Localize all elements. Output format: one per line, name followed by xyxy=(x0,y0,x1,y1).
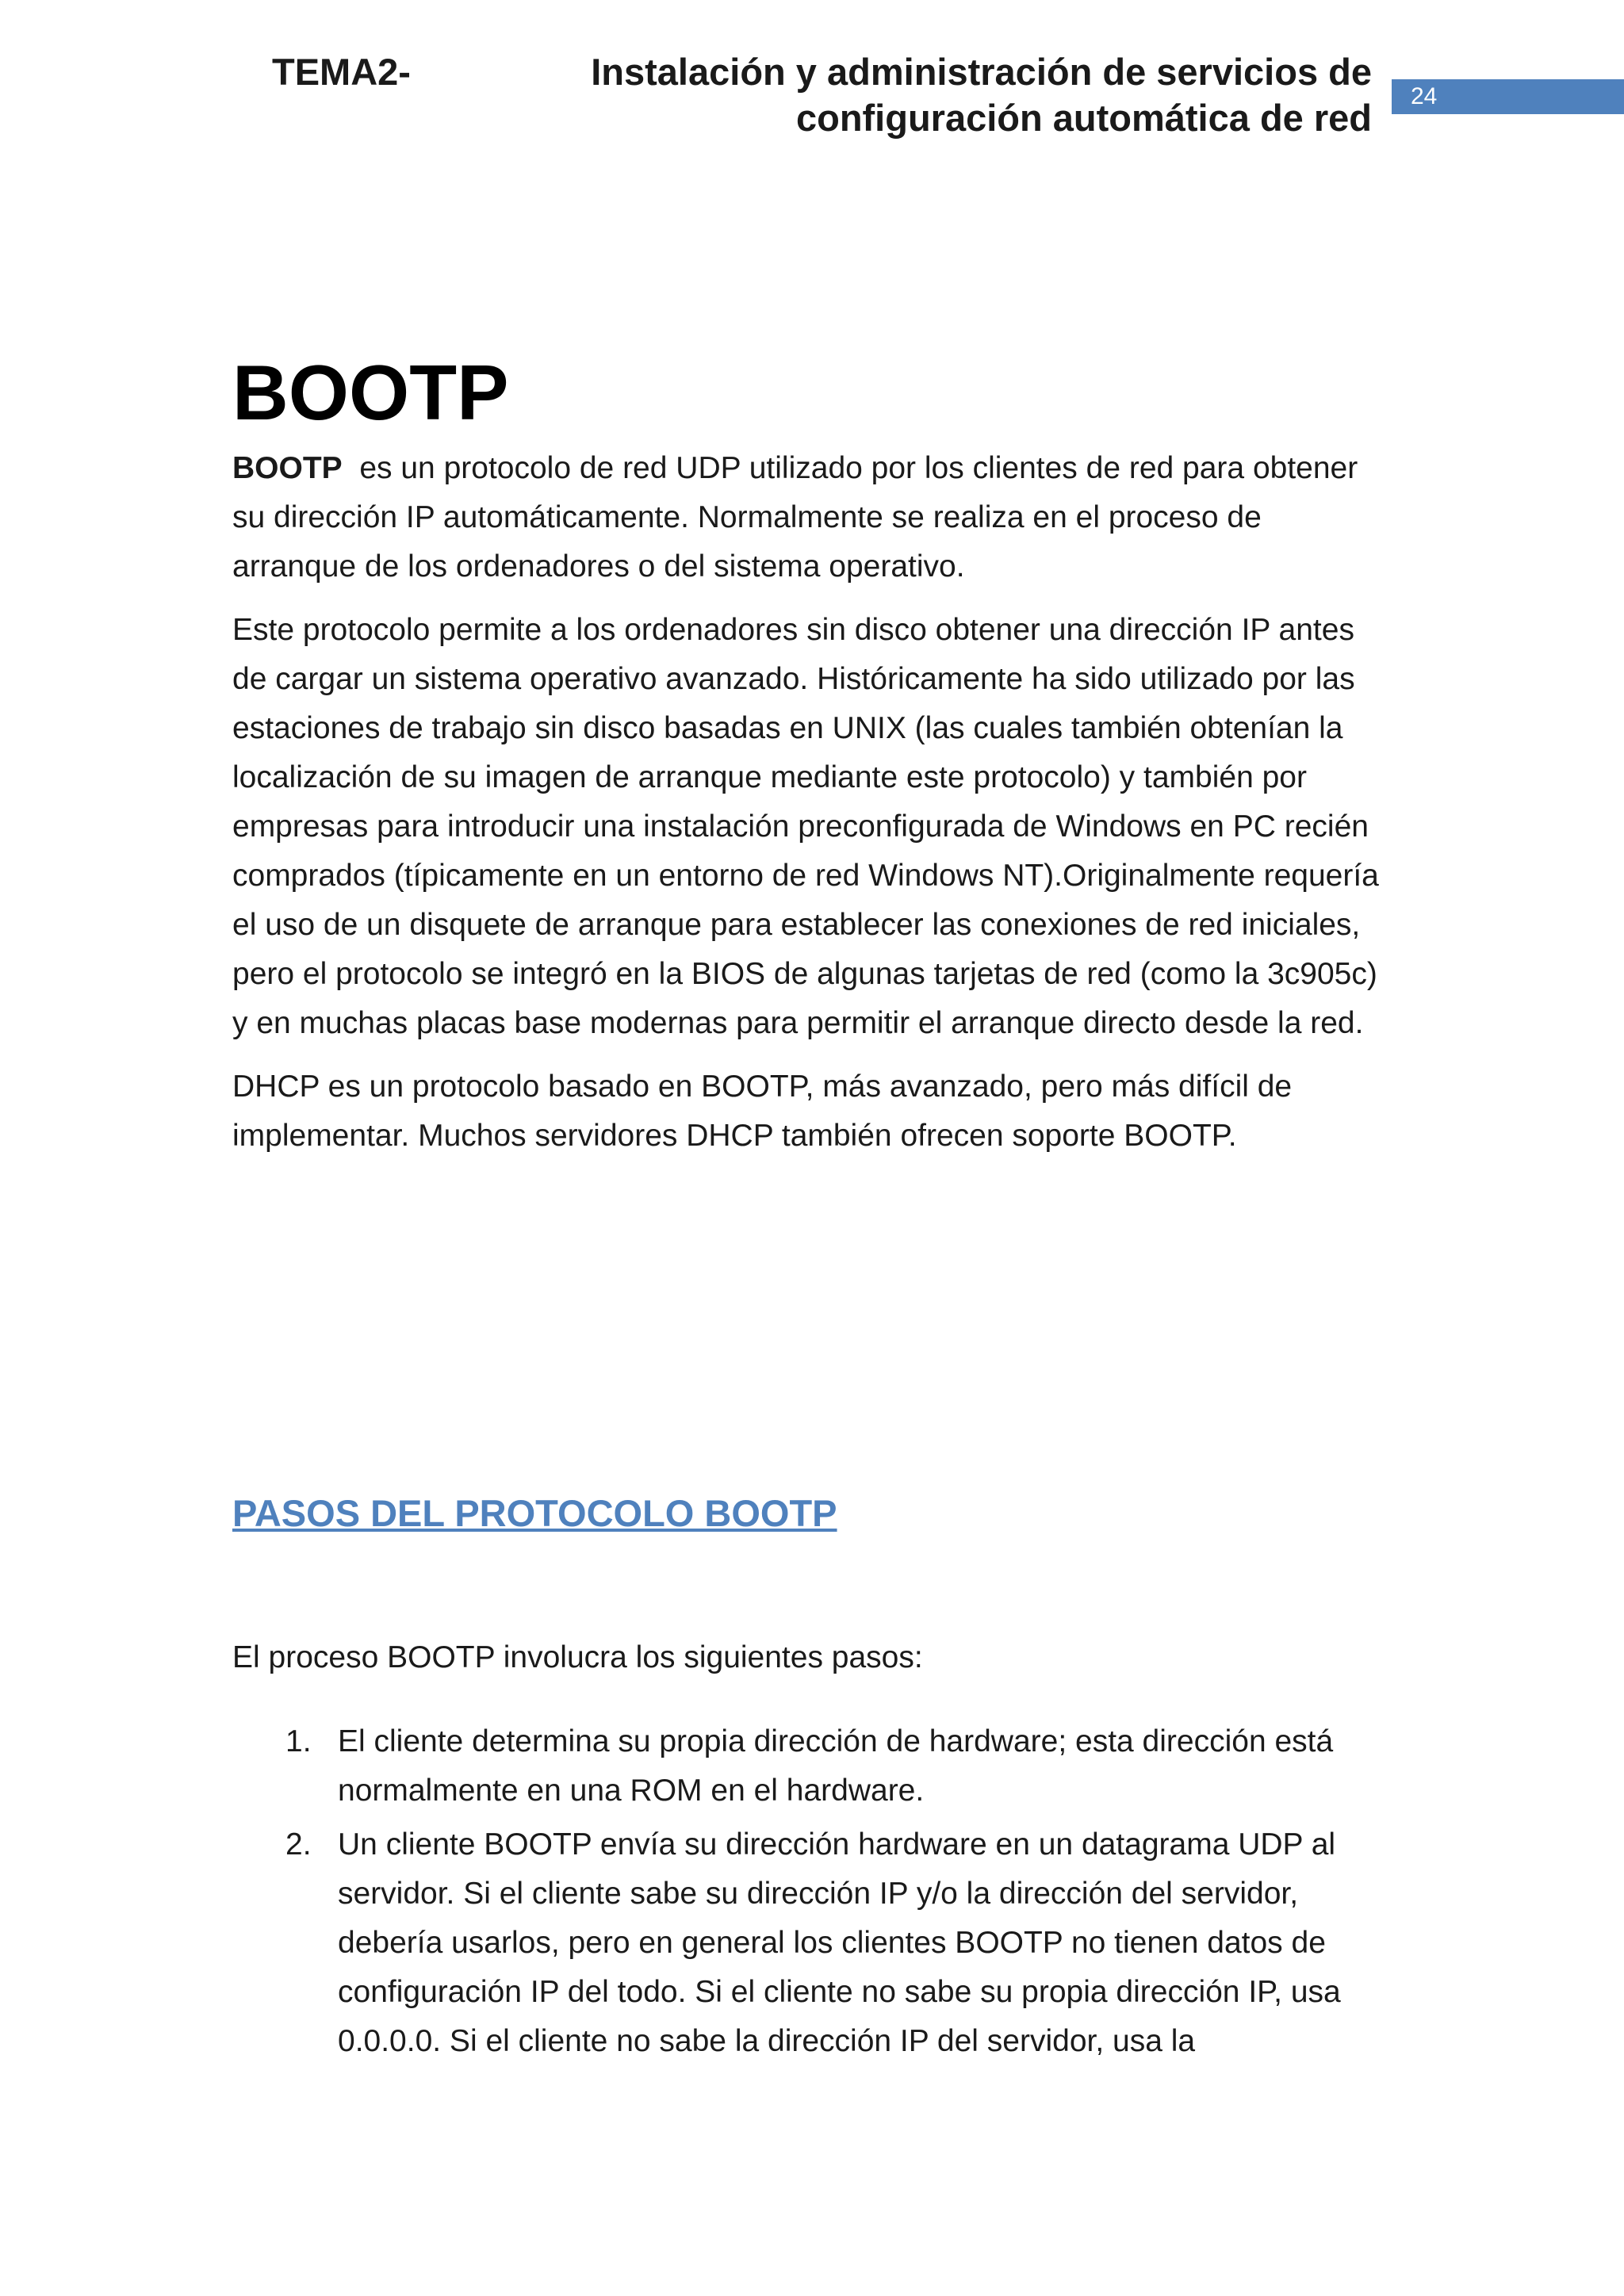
definition-term: BOOTP xyxy=(232,451,343,485)
main-content xyxy=(232,349,1390,1161)
paragraph-history: Este protocolo permite a los ordenadores sin disco obtener una dirección IP antes de cargar un sistema operativo avanzado. Históricamente ha sido utilizado por las estaciones de trabajo sin disco basadas en UNIX (las cuales también obtenían la localización de su imagen de arranque mediante este protocolo) y también por empresas para introducir una instalación preconfigurada de Windows en PC recién comprados (típicamente en un entorno de red Windows NT).Originalmente requería el uso de un disquete de arranque para establecer las conexiones de red iniciales, pero el protocolo se integró en la BIOS de algunas tarjetas de red (como la 3c905c) y en muchas placas base modernas para permitir el arranque directo desde la red. xyxy=(232,613,1379,1040)
section-intro: El proceso BOOTP involucra los siguientes pasos: xyxy=(232,1640,923,1674)
list-item xyxy=(285,1717,1396,1816)
header-chapter-title xyxy=(508,49,1372,141)
paragraph-definition xyxy=(232,444,1390,591)
page-number: 24 xyxy=(1411,83,1438,109)
list-item-text: El cliente determina su propia dirección de hardware; esta dirección está normalmente en una ROM en el hardware. xyxy=(338,1724,1334,1808)
definition-text: es un protocolo de red UDP utilizado por los clientes de red para obtener su dirección IP automáticamente. Normalmente se realiza en el proceso de arranque de los ordenadores o del sistema operativo. xyxy=(232,451,1367,584)
list-item-number: 2. xyxy=(285,1827,312,1862)
page-number-band xyxy=(1392,79,1624,114)
list-item xyxy=(285,1820,1396,2066)
steps-list xyxy=(285,1717,1396,2071)
header-chapter-label: TEMA2- xyxy=(272,51,411,93)
list-item-number: 1. xyxy=(285,1724,312,1758)
list-item-text: Un cliente BOOTP envía su dirección hardware en un datagrama UDP al servidor. Si el cliente sabe su dirección IP y/o la dirección del servidor, debería usarlos, pero en general los clientes BOOTP no tienen datos de configuración IP del todo. Si el cliente no sabe su propia dirección IP, usa 0.0.0.0. Si el cliente no sabe la dirección IP del servidor, usa la xyxy=(338,1827,1341,2058)
section-heading: PASOS DEL PROTOCOLO BOOTP xyxy=(232,1492,837,1534)
paragraph-dhcp: DHCP es un protocolo basado en BOOTP, más avanzado, pero más difícil de implementar. Muchos servidores DHCP también ofrecen soporte BOOTP. xyxy=(232,1070,1293,1153)
page-title: BOOTP xyxy=(232,349,509,436)
header-title-line-1: Instalación y administración de servicios de xyxy=(591,51,1372,93)
header-title-line-2: configuración automática de red xyxy=(795,97,1372,139)
